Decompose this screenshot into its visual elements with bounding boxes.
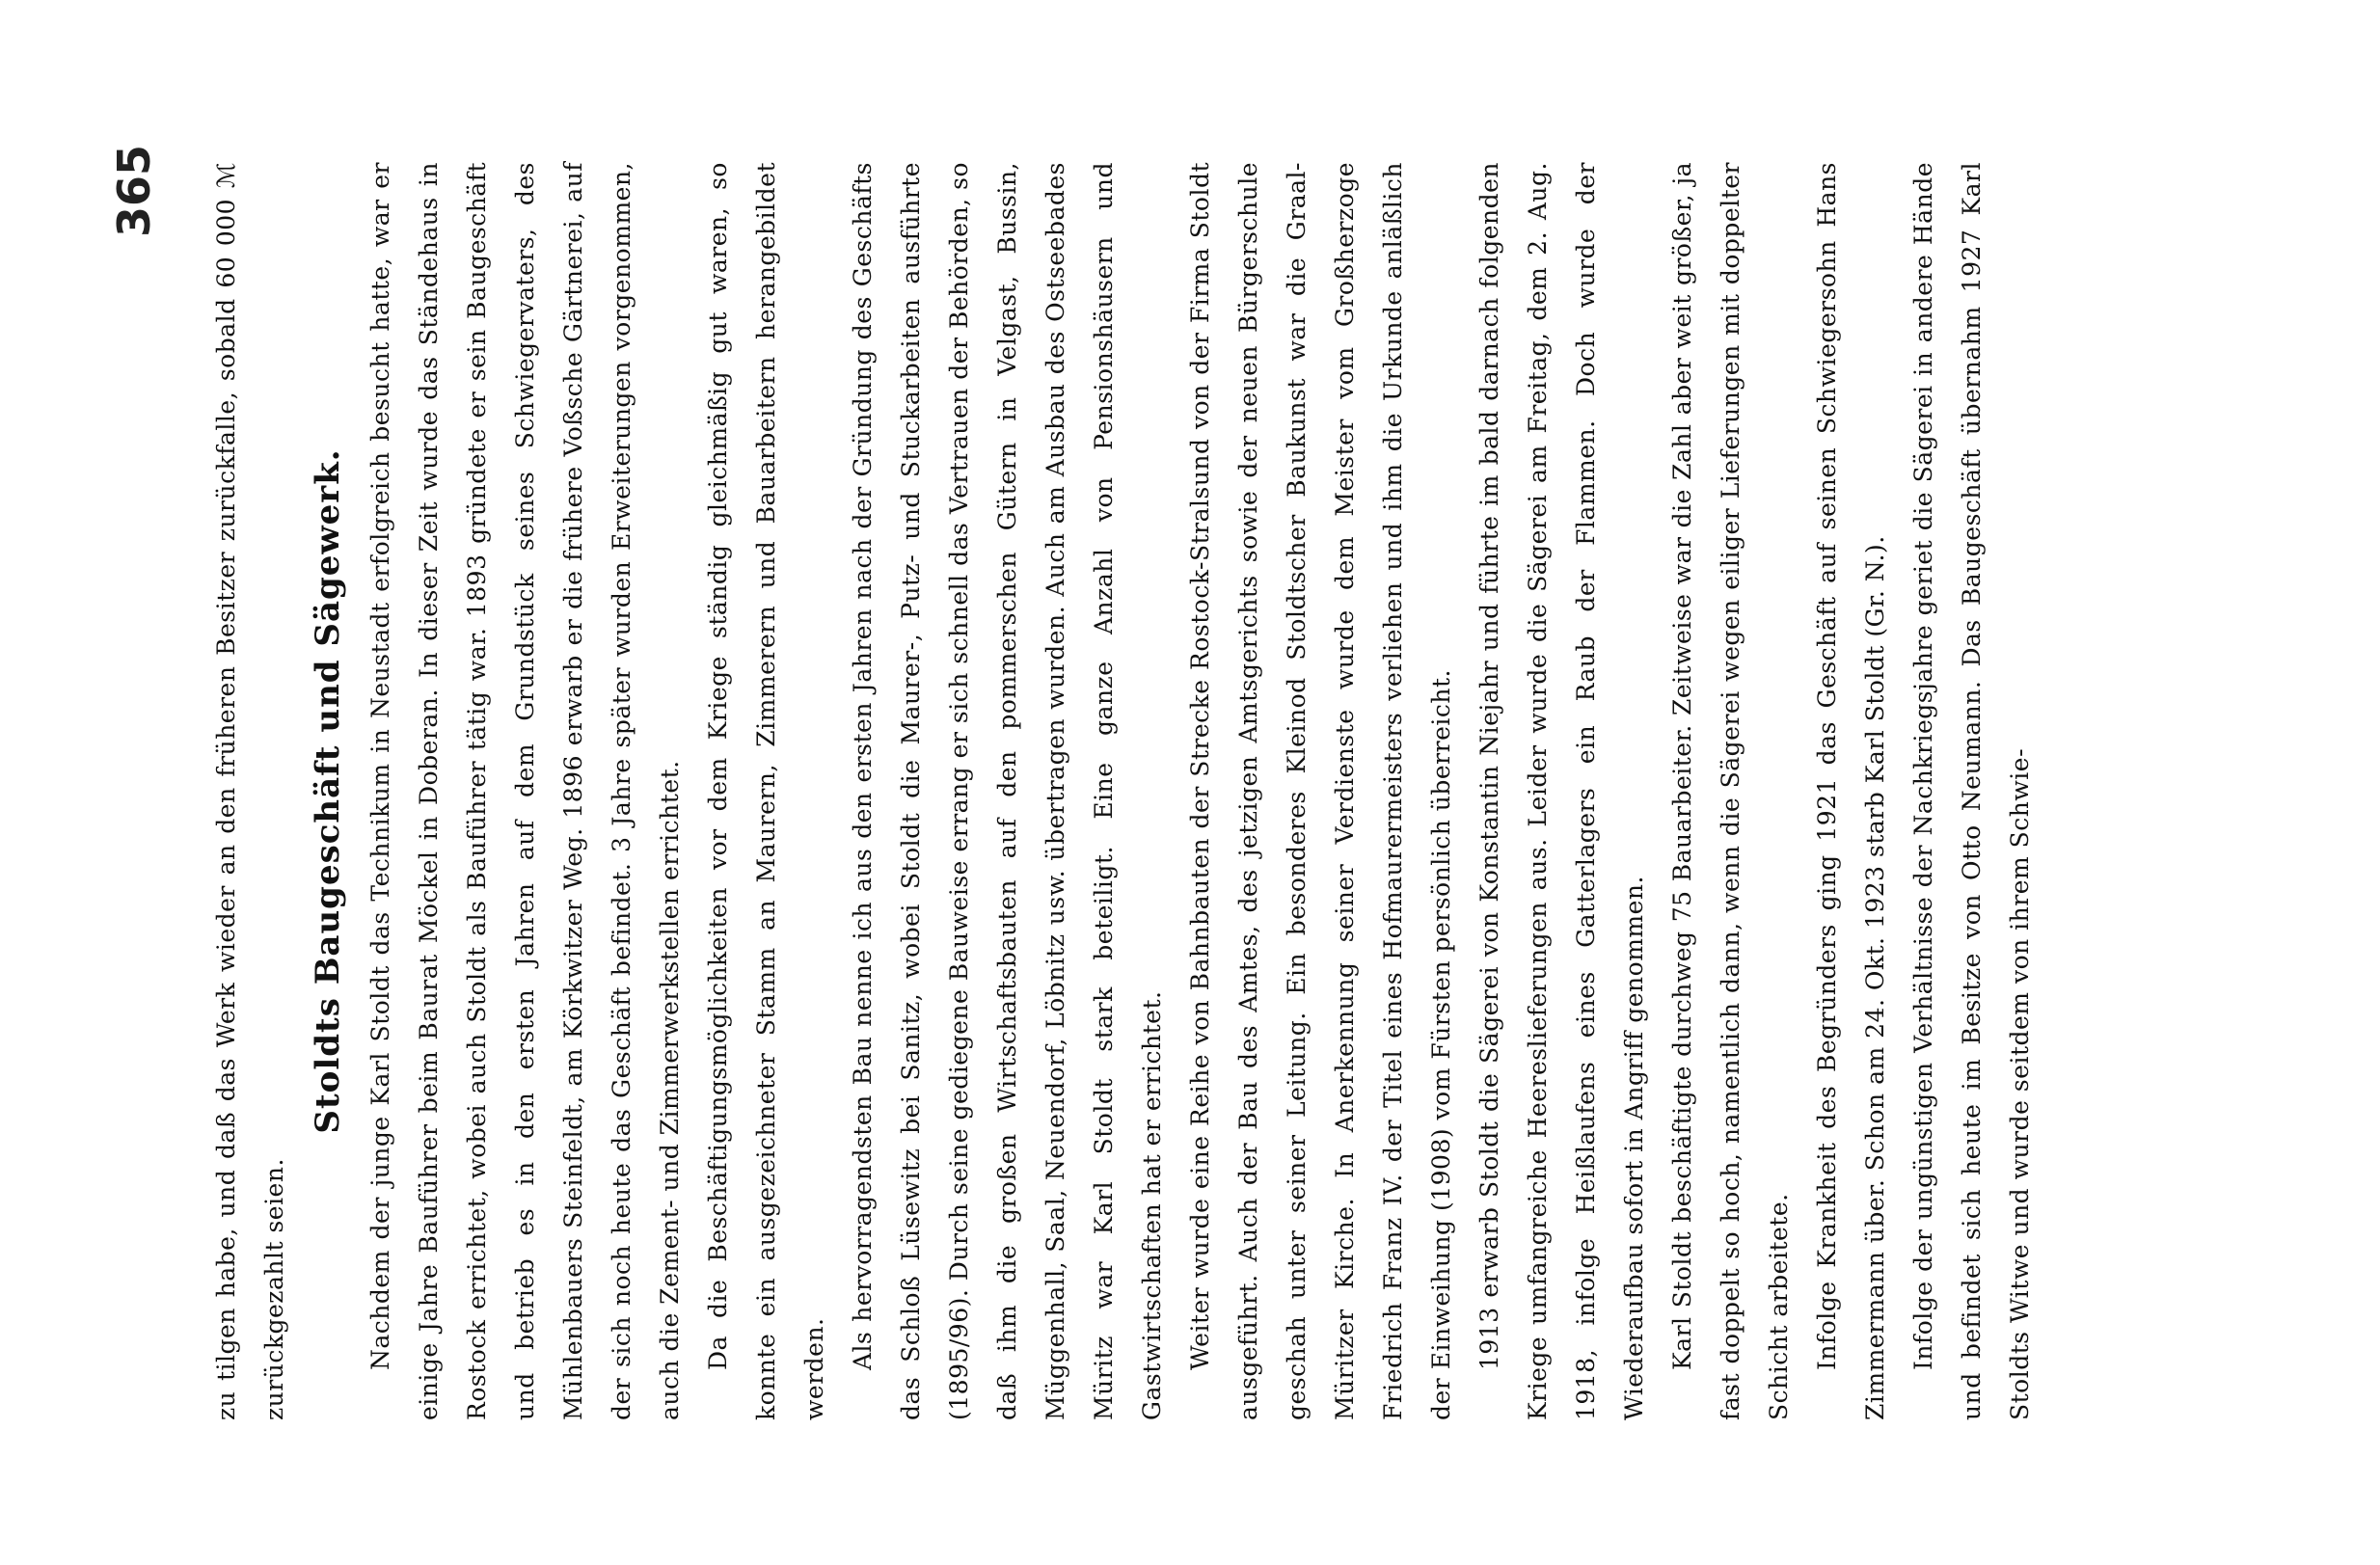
- paragraph-6: Karl Stoldt beschäftigte durchweg 75 Bauarbeiter. Zeitweise war die Zahl aber weit größer, ja fast doppelt so hoch, namentlich dann, wenn die Sägerei wegen eiliger Lieferungen mit doppelter Schicht arbeitete.: [1668, 162, 1793, 1420]
- paragraph-1: Nachdem der junge Karl Stoldt das Technikum in Neustadt erfolgreich besucht hatte, war er einige Jahre Bauführer beim Baurat Möckel in Doberan. In dieser Zeit wurde das Ständehaus in Rostock errichtet, wobei auch Stoldt als Bauführer tätig war. 1893 gründete er sein Baugeschäft und betrieb es in den ersten Jahren auf dem Grundstück seines Schwiegervaters, des Mühlenbauers Steinfeldt, am Körkwitzer Weg. 1896 erwarb er die frühere Voßsche Gärtnerei, auf der sich noch heute das Geschäft befindet. 3 Jahre später wurden Erweiterungen vorgenommen, auch die Zement- und Zimmerwerkstellen errichtet.: [366, 162, 684, 1420]
- paragraph-3: Als hervorragendsten Bau nenne ich aus den ersten Jahren nach der Gründung des Geschäfts das Schloß Lüsewitz bei Sanitz, wobei Stoldt die Maurer-, Putz- und Stuckarbeiten ausführte (1895/96). Durch seine gediegene Bauweise errang er sich schnell das Vertrauen der Behörden, so daß ihm die großen Wirtschaftsbauten auf den pommerschen Gütern in Velgast, Bussin, Müggenhall, Saal, Neuendorf, Löbnitz usw. übertragen wurden. Auch am Ausbau des Ostseebades Müritz war Karl Stoldt stark beteiligt. Eine ganze Anzahl von Pensionshäusern und Gastwirtschaften hat er errichtet.: [849, 162, 1166, 1420]
- paragraph-5: 1913 erwarb Stoldt die Sägerei von Konstantin Niejahr und führte im bald darnach folgenden Kriege umfangreiche Heereslieferungen aus. Leider wurde die Sägerei am Freitag, dem 2. Aug. 1918, infolge Heißlaufens eines Gatterlagers ein Raub der Flammen. Doch wurde der Wiederaufbau sofort in Angriff genommen.: [1475, 162, 1648, 1420]
- page-number: 365: [108, 145, 160, 238]
- paragraph-2: Da die Beschäftigungsmöglichkeiten vor dem Kriege ständig gleichmäßig gut waren, so konnte ein ausgezeichneter Stamm an Maurern, Zimmerern und Bauarbeitern herangebildet werden.: [704, 162, 828, 1420]
- paragraph-8: Infolge der ungünstigen Verhältnisse der Nachkriegsjahre geriet die Sägerei in andere Hände und befindet sich heute im Besitze von Otto Neumann. Das Baugeschäft übernahm 1927 Karl Stoldts Witwe und wurde seitdem von ihrem Schwie-: [1909, 162, 2034, 1420]
- paragraph-4: Weiter wurde eine Reihe von Bahnbauten der Strecke Rostock-Stralsund von der Firma Stoldt ausgeführt. Auch der Bau des Amtes, des jetzigen Amtsgerichts sowie der neuen Bürgerschule geschah unter seiner Leitung. Ein besonderes Kleinod Stoldtscher Baukunst war die Graal-Müritzer Kirche. In Anerkennung seiner Verdienste wurde dem Meister vom Großherzoge Friedrich Franz IV. der Titel eines Hofmaurermeisters verliehen und ihm die Urkunde anläßlich der Einweihung (1908) vom Fürsten persönlich überreicht.: [1186, 162, 1455, 1420]
- text-block: [203, 162, 2044, 1420]
- intro-paragraph: zu tilgen habe, und daß das Werk wieder an den früheren Besitzer zurückfalle, sobald 60 000 ℳ zurückgezahlt seien.: [212, 162, 288, 1420]
- paragraph-7: Infolge Krankheit des Begründers ging 1921 das Geschäft auf seinen Schwiegersohn Hans Zimmermann über. Schon am 24. Okt. 1923 starb Karl Stoldt (Gr. N.).: [1813, 162, 1889, 1420]
- section-heading: Stoldts Baugeschäft und Sägewerk.: [309, 448, 347, 1134]
